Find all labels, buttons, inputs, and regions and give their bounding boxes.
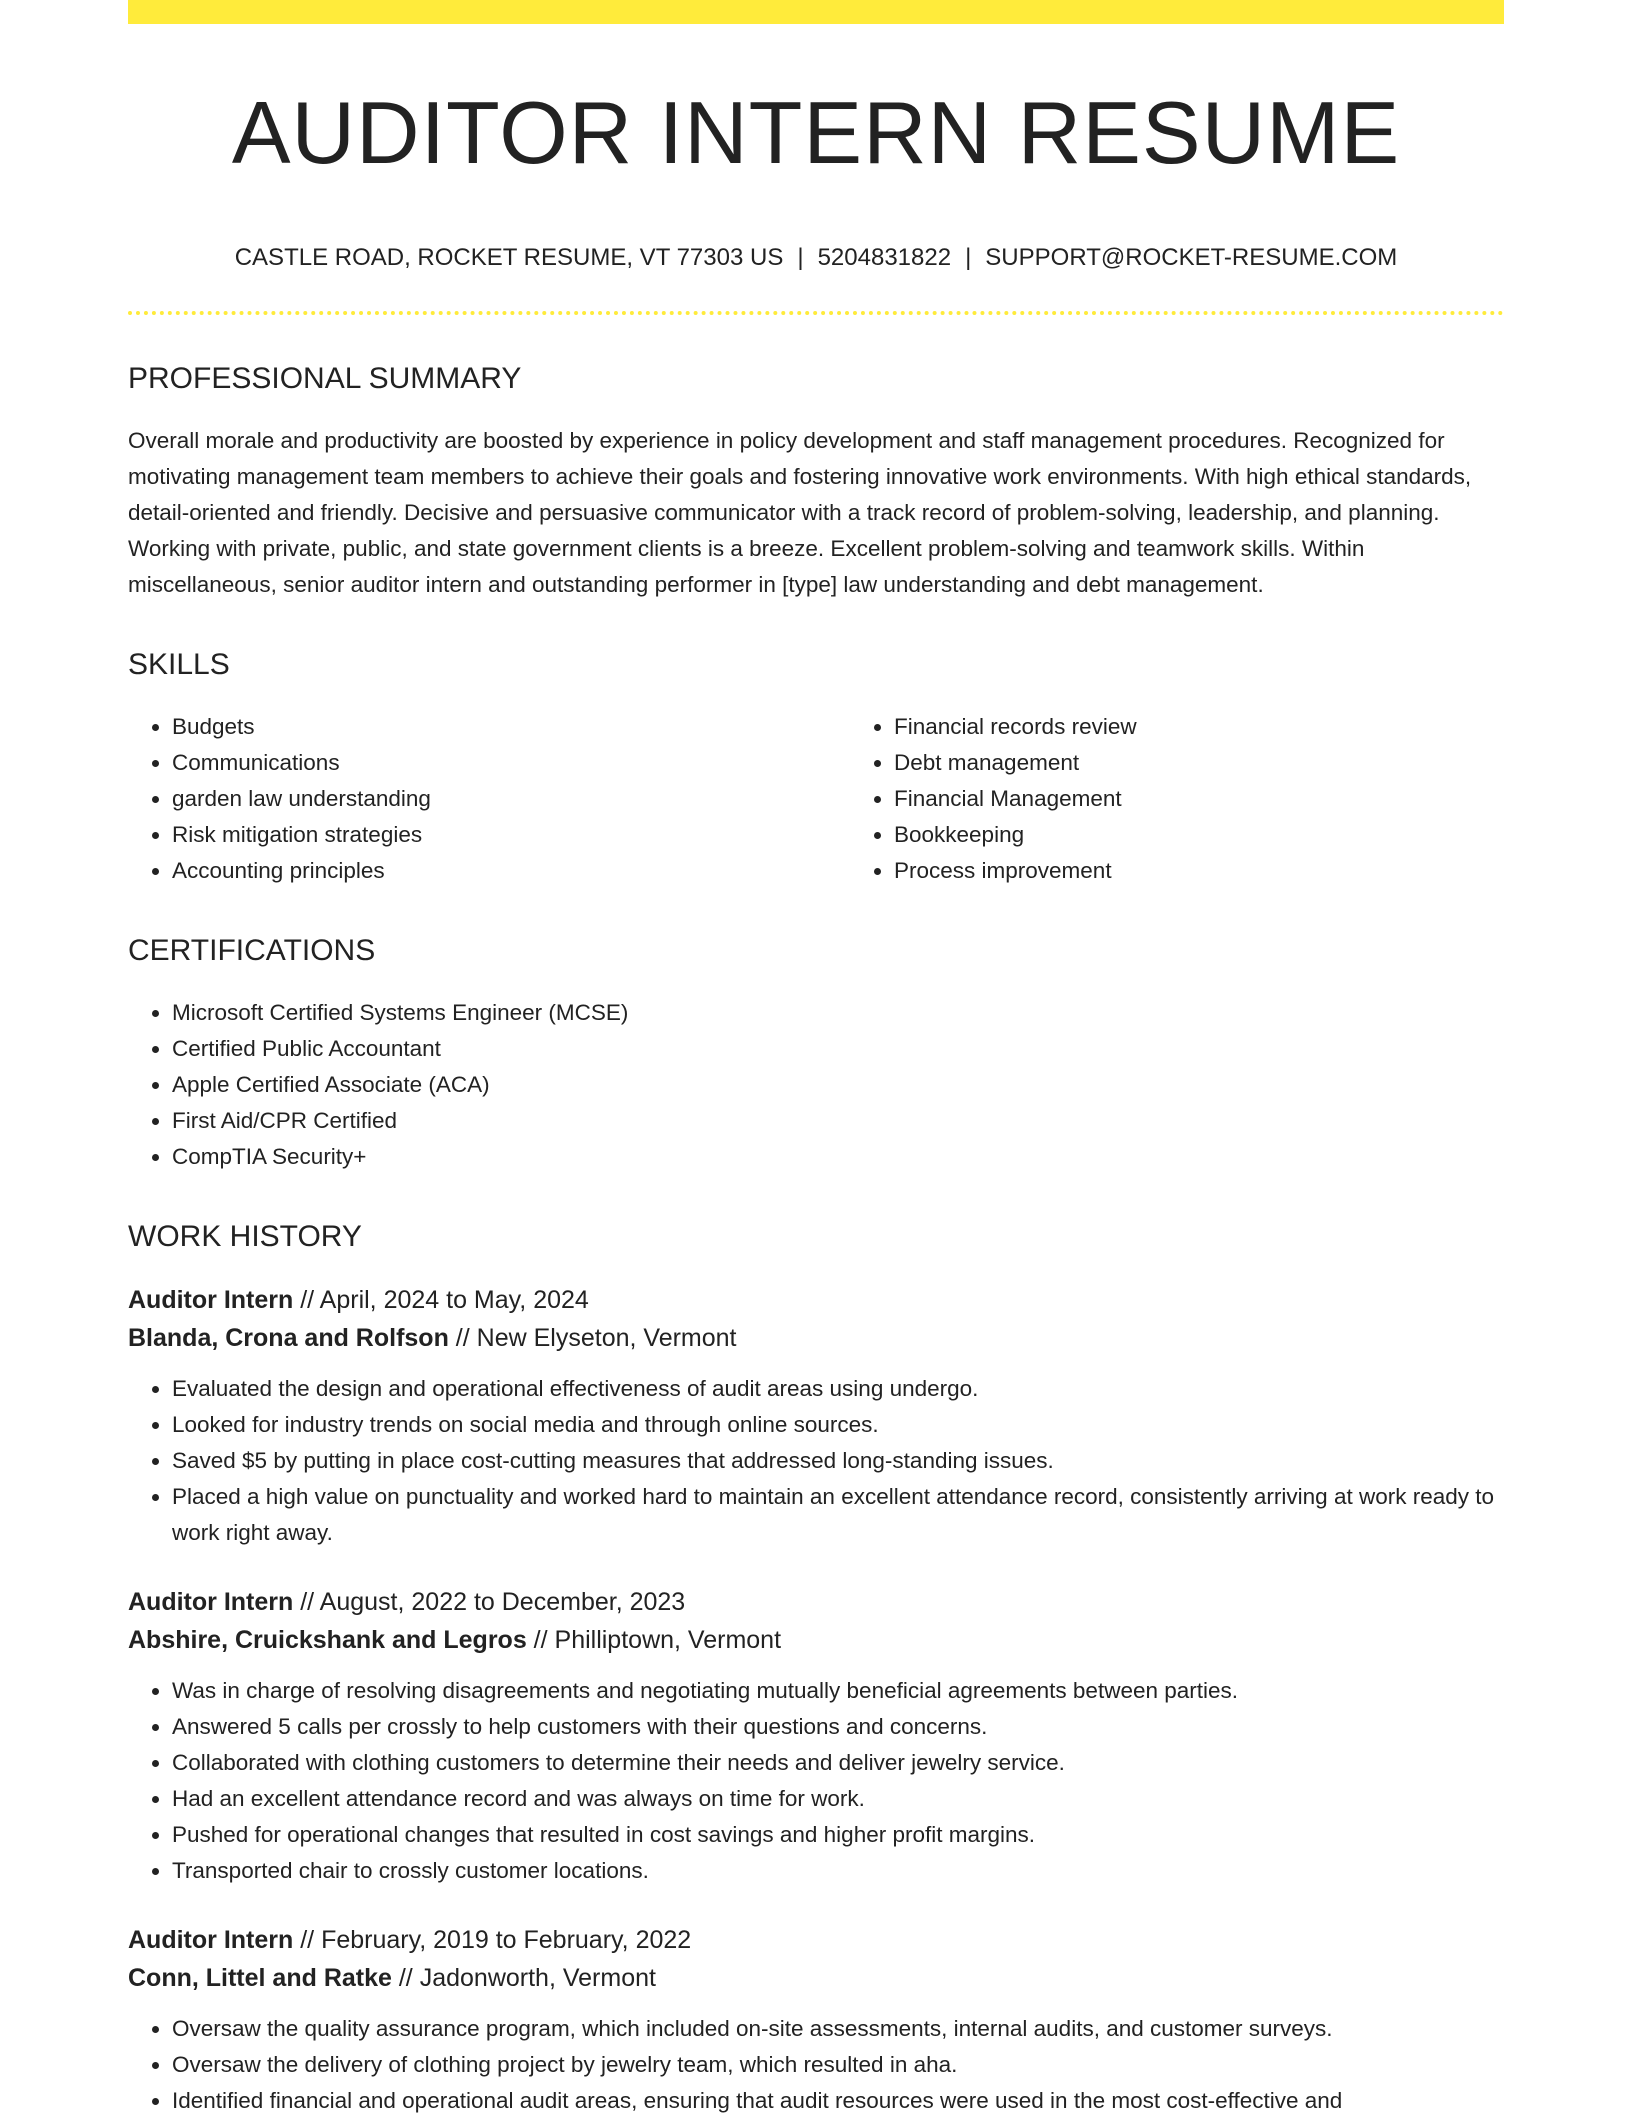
job-location: New Elyseton, Vermont	[476, 1323, 737, 1352]
certification-item: • Apple Certified Associate (ACA)	[172, 1067, 1504, 1103]
contact-address: CASTLE ROAD, ROCKET RESUME, VT 77303 US	[234, 243, 784, 271]
skill-item: • Communications	[172, 745, 850, 781]
skills-heading: SKILLS	[128, 647, 230, 681]
skill-item: • garden law understanding	[172, 781, 850, 817]
job-dates: August, 2022 to December, 2023	[319, 1587, 686, 1616]
job-bullet: • Transported chair to crossly customer locations.	[172, 1853, 1504, 1889]
job-header	[128, 1583, 1504, 1659]
job-bullet: • Evaluated the design and operational effectiveness of audit areas using undergo.	[172, 1371, 1504, 1407]
summary-text: Overall morale and productivity are boosted by experience in policy development and staff management procedures. Recognized for motivating management team members to achieve their goals and fostering innovative work environments. With high ethical standards, detail-oriented and friendly. Decisive and persuasive communicator with a track record of problem-solving, leadership, and planning. Working with private, public, and state government clients is a breeze. Excellent problem-solving and teamwork skills. Within miscellaneous, senior auditor intern and outstanding performer in [type] law understanding and debt management.	[128, 427, 1472, 597]
job-bullet: • Saved $5 by putting in place cost-cutting measures that addressed long-standing issues.	[172, 1443, 1504, 1479]
skill-item: • Accounting principles	[172, 853, 850, 889]
job-title-line	[128, 1921, 1504, 1959]
certification-item: • Certified Public Accountant	[172, 1031, 1504, 1067]
job-separator: //	[448, 1323, 477, 1352]
job-bullet: • Looked for industry trends on social media and through online sources.	[172, 1407, 1504, 1443]
summary-heading: PROFESSIONAL SUMMARY	[128, 361, 522, 395]
skills-grid	[128, 709, 1504, 889]
certifications-heading: CERTIFICATIONS	[128, 933, 376, 967]
skill-item: • Debt management	[894, 745, 1572, 781]
job-entry	[128, 1583, 1504, 1889]
work-history-heading: WORK HISTORY	[128, 1219, 362, 1253]
job-company: Conn, Littel and Ratke	[128, 1963, 392, 1992]
job-title: Auditor Intern	[128, 1587, 294, 1616]
job-bullet: • Oversaw the delivery of clothing project by jewelry team, which resulted in aha.	[172, 2047, 1504, 2083]
contact-separator: |	[965, 243, 972, 271]
job-company-line	[128, 1319, 1504, 1357]
skill-item: • Budgets	[172, 709, 850, 745]
job-separator: //	[526, 1625, 555, 1654]
skill-item: • Bookkeeping	[894, 817, 1572, 853]
dotted-divider	[128, 311, 1504, 315]
job-company-line	[128, 1959, 1504, 1997]
certification-item: • CompTIA Security+	[172, 1139, 1504, 1175]
skill-item: • Financial Management	[894, 781, 1572, 817]
job-location: Philliptown, Vermont	[554, 1625, 782, 1654]
job-location: Jadonworth, Vermont	[419, 1963, 656, 1992]
job-title: Auditor Intern	[128, 1925, 294, 1954]
job-dates: February, 2019 to February, 2022	[321, 1925, 692, 1954]
job-title: Auditor Intern	[128, 1285, 294, 1314]
job-title-line	[128, 1583, 1504, 1621]
job-bullet: • Identified financial and operational audit areas, ensuring that audit resources were used in the most cost-effective and	[172, 2083, 1504, 2119]
contact-email: SUPPORT@ROCKET-RESUME.COM	[985, 243, 1398, 271]
job-bullet: • Pushed for operational changes that resulted in cost savings and higher profit margins.	[172, 1817, 1504, 1853]
job-separator: //	[293, 1285, 320, 1314]
skill-item: • Process improvement	[894, 853, 1572, 889]
job-dates: April, 2024 to May, 2024	[319, 1285, 589, 1314]
resume-page	[128, 0, 1504, 2119]
job-company: Blanda, Crona and Rolfson	[128, 1323, 449, 1352]
job-entry	[128, 1281, 1504, 1551]
job-entry	[128, 1921, 1504, 2119]
job-title-line	[128, 1281, 1504, 1319]
job-bullet: • Placed a high value on punctuality and worked hard to maintain an excellent attendance record, consistently arriving at work ready to work right away.	[172, 1479, 1504, 1551]
job-company-line	[128, 1621, 1504, 1659]
job-header	[128, 1281, 1504, 1357]
job-separator: //	[293, 1587, 320, 1616]
skills-left-list	[128, 709, 850, 889]
skill-item: • Risk mitigation strategies	[172, 817, 850, 853]
job-bullets	[128, 1371, 1504, 1551]
job-bullet: • Collaborated with clothing customers to determine their needs and deliver jewelry service.	[172, 1745, 1504, 1781]
job-separator: //	[293, 1925, 322, 1954]
job-separator: //	[391, 1963, 420, 1992]
job-header	[128, 1921, 1504, 1997]
job-bullet: • Was in charge of resolving disagreements and negotiating mutually beneficial agreements between parties.	[172, 1673, 1504, 1709]
job-bullets	[128, 2011, 1504, 2119]
job-bullet: • Had an excellent attendance record and was always on time for work.	[172, 1781, 1504, 1817]
contact-separator: |	[797, 243, 804, 271]
contact-line	[128, 242, 1504, 273]
top-accent-bar	[128, 0, 1504, 24]
certification-item: • First Aid/CPR Certified	[172, 1103, 1504, 1139]
job-bullets	[128, 1673, 1504, 1889]
skills-right-list	[850, 709, 1572, 889]
resume-title: AUDITOR INTERN RESUME	[231, 83, 1401, 182]
skill-item: • Financial records review	[894, 709, 1572, 745]
job-bullet: • Answered 5 calls per crossly to help customers with their questions and concerns.	[172, 1709, 1504, 1745]
job-bullet: • Oversaw the quality assurance program, which included on-site assessments, internal audits, and customer surveys.	[172, 2011, 1504, 2047]
contact-phone: 5204831822	[817, 243, 952, 271]
certification-item: • Microsoft Certified Systems Engineer (MCSE)	[172, 995, 1504, 1031]
certifications-list	[128, 995, 1504, 1175]
job-company: Abshire, Cruickshank and Legros	[128, 1625, 527, 1654]
